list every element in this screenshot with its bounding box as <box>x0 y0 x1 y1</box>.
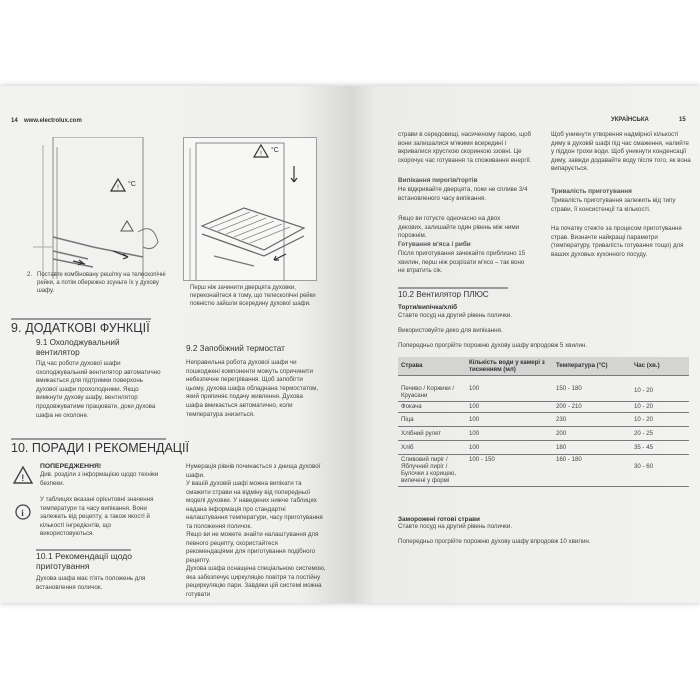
baking-text-1: Не відкривайте дверцята, поки не спливе 3/4 встановленого часу випікання. <box>398 186 528 202</box>
section-9-title: 9. ДОДАТКОВІ ФУНКЦІЇ <box>11 321 150 335</box>
table-cell: 100 <box>466 412 553 426</box>
table-cell: 10 - 20 <box>631 401 689 412</box>
svg-text:!: ! <box>260 150 262 158</box>
use-tray-text: Використовуйте деко для випікання. <box>398 327 503 334</box>
page-number-left: 14 <box>11 118 18 124</box>
svg-text:i: i <box>21 508 24 518</box>
section-9-2-text: Неправильна робота духової шафи чи пошкоджені компоненти можуть спричинити небезпечне перегрівання. Щоб запобігти цьому, духова шафа обладнана термостатом, який припиняє подачу живлення. Духова шафа вмикається автоматично, коли температура знизиться. <box>186 359 319 418</box>
frozen-title: Заморожені готові страви <box>398 516 480 523</box>
section-10-1-text: Духова шафа має п'ять положень для встановлення поличок. <box>36 575 146 591</box>
table-row <box>398 426 689 440</box>
table-cell: 100 <box>466 426 553 440</box>
table-row <box>398 440 689 454</box>
svg-text:!: ! <box>117 184 119 192</box>
duration-title: Тривалість приготування <box>551 188 632 195</box>
language-label: УКРАЇНСЬКА <box>611 117 649 123</box>
info-text: У таблицях вказані орієнтовні значення температури та часу випікання. Вони залежать від рецепту, а також якості й кількості інгредієнтів, що використовуються. <box>40 496 154 538</box>
table-cell: 10 - 20 <box>631 412 689 426</box>
cakes-title: Торти/випічка/хліб <box>398 304 458 311</box>
warning-title: ПОПЕРЕДЖЕННЯ! <box>40 463 102 470</box>
table-cell: 100 - 150 <box>466 454 553 486</box>
table-row <box>398 401 689 412</box>
table-header: Кількість води у камері з тисненням (мл) <box>469 358 545 373</box>
table-cell: Печиво / Коржики / Круасани <box>398 376 466 402</box>
table-cell: 180 <box>553 440 631 454</box>
site-url: www.electrolux.com <box>24 118 82 124</box>
table-cell: Сливовий пиріг / Яблучний пиріг / Булочки з корицею, випечені у формі <box>398 454 466 486</box>
svg-text:!: ! <box>21 473 25 483</box>
table-cell: 200 <box>553 426 631 440</box>
section-divider <box>398 287 508 289</box>
section-9-2-title: 9.2 Запобіжний термостат <box>186 344 285 353</box>
table-cell: 10 - 20 <box>631 376 689 402</box>
section-9-1-text: Під час роботи духової шафи охолоджувальний вентилятор автоматично вмикається для підтримки поверхонь духової шафи прохолодними. Якщо вимкнути духову шафу, вентилятор продовжуватиме працювати, доки духова шафа не охолоне. <box>36 360 161 419</box>
meat-title: Готування м'яса і риби <box>398 241 471 248</box>
table-cell: 200 - 210 <box>553 401 631 412</box>
section-10-2-title: 10.2 Вентилятор ПЛЮС <box>398 290 489 299</box>
table-header: Страва <box>401 362 423 369</box>
table-cell: 160 - 180 <box>553 454 631 486</box>
table-cell: 100 <box>466 440 553 454</box>
section-divider <box>11 318 151 320</box>
oven-rack-illustration-1 <box>33 137 168 279</box>
right-page <box>349 86 700 603</box>
table-cell: Фокача <box>398 401 466 412</box>
warning-text: Див. розділи з інформацією щодо техніки безпеки. <box>40 471 159 487</box>
section-10-title: 10. ПОРАДИ І РЕКОМЕНДАЦІЇ <box>11 441 189 455</box>
cakes-subtitle: Ставте посуд на другий рівень полички. <box>398 312 513 319</box>
fig2-caption: Перш ніж зачинити дверцята духовки, переконайтеся в тому, що телескопічні рейки повністю зайшли всередину духової шафи. <box>190 285 316 307</box>
table-cell: Хліб <box>398 440 466 454</box>
oven-rack-illustration-2 <box>183 137 317 281</box>
table-cell: 30 - 60 <box>631 454 689 486</box>
frozen-subtitle: Ставте посуд на другий рівень полички. <box>398 523 513 530</box>
warning-triangle-icon <box>110 178 126 197</box>
table-cell: 100 <box>466 401 553 412</box>
section-9-1-title: 9.1 Охолоджувальний вентилятор <box>36 338 120 357</box>
right-col2-text-2: На початку стежте за процесом приготування страв. Визначте найкращі параметри (температуру, тривалість готування тощо) для ваших духовых кухонного посуду. <box>551 225 684 258</box>
table-cell: 100 <box>466 376 553 402</box>
baking-title: Випікання пирогів/тортів <box>398 177 478 184</box>
duration-text: Тривалість приготування залежить від типу страви, її консистенції та кількості. <box>551 197 676 213</box>
fig1-caption: Поставте комбіновану решітку на телескопічні рейки, а потім обережно зсуньте їх у духову шафу. <box>37 272 166 294</box>
warning-icon <box>13 466 33 489</box>
table-cell: 230 <box>553 412 631 426</box>
temperature-badge: °C <box>128 181 136 188</box>
table-header: Температура (°C) <box>556 362 608 369</box>
book-spread <box>0 86 700 603</box>
left-column2-text: Нумерація рівнів починається з днища духової шафи. У вашій духовій шафі можна випікати та смажити страви на відміну від попередньої моделі духовки. У наведених нижче таблицях надана інформація про стандартні налаштування температури, часу приготування та положення поличок. Якщо ви не можете знайти налаштування для певного рецепту, скористайтеся рекомендаціями для приготування подібного рецепту. Духова шафа оснащена спеціальною системою, яка забезпечує циркуляцію повітря та постійну рециркуляцію пари. Завдяки цій системі можна готувати <box>186 463 326 598</box>
info-icon <box>15 504 31 525</box>
section-10-1-title: 10.1 Рекомендації щодо приготування <box>36 551 133 571</box>
table-row <box>398 412 689 426</box>
left-page <box>0 86 349 603</box>
meat-text: Після приготування зачекайте приблизно 15 хвилин, перш ніж розрізати м'ясо – так воно не втратить сік. <box>398 250 526 275</box>
table-row <box>398 376 689 402</box>
page-number-right: 15 <box>679 117 686 123</box>
right-col2-text-1: Щоб уникнути утворення надмірної кількості диму в духовій шафі під час смаження, налийте у піддон трохи води. Щоб уникнути конденсації диму, завжди додавайте воду після того, як вона випарується. <box>551 131 691 173</box>
step-number: 2. <box>27 272 33 278</box>
table-cell: 35 - 45 <box>631 440 689 454</box>
table-header-row <box>398 357 689 376</box>
cooking-table <box>398 357 689 487</box>
baking-text-2: Якщо ви готуєте одночасно на двох декових, залишайте один рівень між ними порожнім. <box>398 215 520 240</box>
table-row <box>398 454 689 486</box>
table-cell: 150 - 180 <box>553 376 631 402</box>
right-col1-text: страви в середовищі, насиченому парою, щоб вони залишалися м'якими всередині і вкривалися хрусткою скоринкою ззовні. Це скорочує час готування та споживання енергії. <box>398 131 532 164</box>
table-cell: 20 - 25 <box>631 426 689 440</box>
section-divider <box>11 438 166 440</box>
table-cell: Хлібний рулет <box>398 426 466 440</box>
table-header: Час (хв.) <box>634 362 660 369</box>
table-cell: Піца <box>398 412 466 426</box>
preheat-text-2: Попередньо прогрійте порожню духову шафу впродовж 10 хвилин. <box>398 538 591 545</box>
warning-triangle-icon <box>253 144 269 163</box>
preheat-text-1: Попередньо прогрійте порожню духову шафу впродовж 5 хвилин. <box>398 342 588 349</box>
temperature-badge: °C <box>271 147 279 154</box>
